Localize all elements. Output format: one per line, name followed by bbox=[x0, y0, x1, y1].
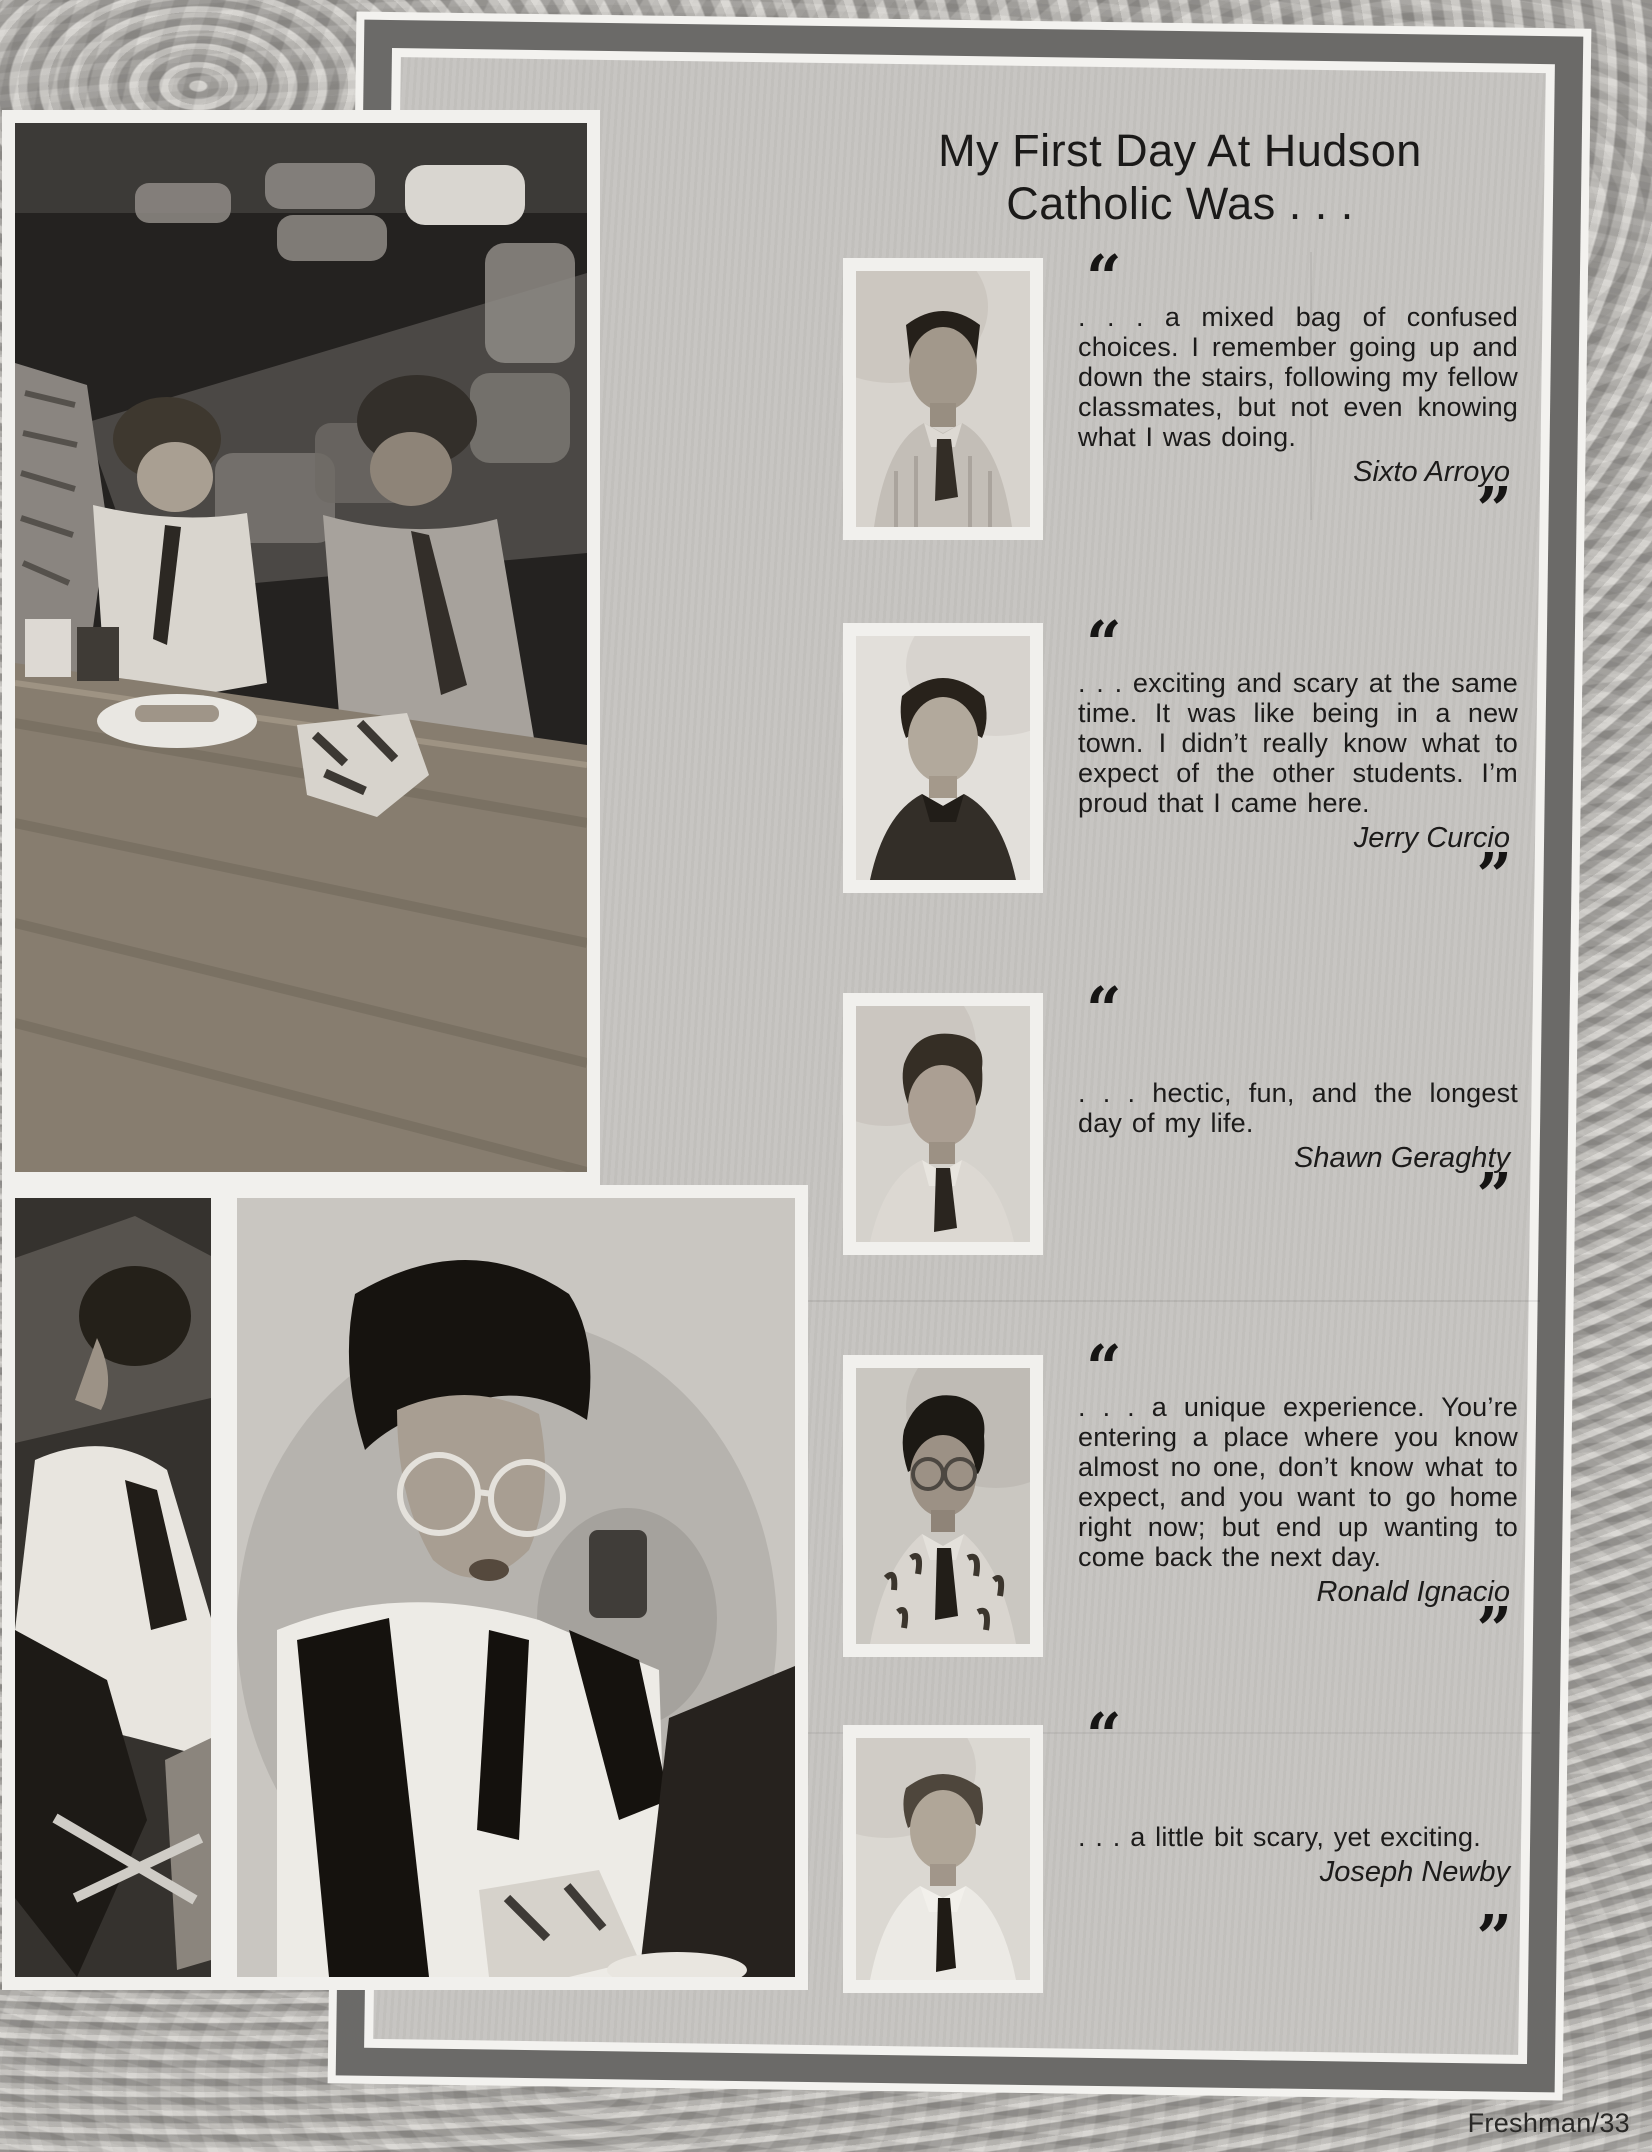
page-title bbox=[850, 124, 1510, 230]
student-closeup-photo-frame bbox=[224, 1185, 808, 1990]
page-title-line1: My First Day At Hudson bbox=[938, 125, 1422, 176]
quote-block-shawn bbox=[1078, 973, 1518, 1232]
crowd-photo-frame bbox=[2, 1185, 224, 1990]
quote-block-jerry bbox=[1078, 607, 1518, 912]
portrait-shawn-geraghty bbox=[843, 993, 1043, 1255]
close-quote-icon: ” bbox=[1476, 1593, 1512, 1666]
quote-block-sixto bbox=[1078, 241, 1518, 546]
quote-text: . . . a unique experience. You’re entering a place where you know almost no one, don’t know what to expect, and you want to go home right now; but end up wanting to come back the next day. bbox=[1078, 1392, 1518, 1572]
quote-block-joseph bbox=[1078, 1699, 1518, 1974]
open-quote-icon: “ bbox=[1086, 1699, 1122, 1772]
portrait-jerry-curcio bbox=[843, 623, 1043, 893]
close-quote-icon: ” bbox=[1476, 1901, 1512, 1974]
student-closeup-photo bbox=[237, 1198, 795, 1977]
quote-attribution: Shawn Geraghty bbox=[1293, 1142, 1510, 1174]
portrait-ronald-ignacio bbox=[843, 1355, 1043, 1657]
quote-attribution: Sixto Arroyo bbox=[1353, 456, 1510, 488]
open-quote-icon: “ bbox=[1086, 1331, 1122, 1404]
portrait-sixto-arroyo bbox=[843, 258, 1043, 540]
close-quote-icon: ” bbox=[1476, 1159, 1512, 1232]
quote-attribution: Jerry Curcio bbox=[1353, 822, 1510, 854]
quote-text: . . . exciting and scary at the same time. It was like being in a new town. I didn’t really know what to expect of the other students. I’m proud that I came here. bbox=[1078, 668, 1518, 818]
page-number: Freshman/33 bbox=[1467, 2108, 1630, 2138]
crowd-photo bbox=[15, 1198, 211, 1977]
cafeteria-photo bbox=[15, 123, 587, 1172]
quote-attribution: Joseph Newby bbox=[1319, 1856, 1510, 1888]
portrait-joseph-newby bbox=[843, 1725, 1043, 1993]
close-quote-icon: ” bbox=[1476, 473, 1512, 546]
portrait-photo bbox=[856, 1738, 1030, 1980]
quote-text: . . . a mixed bag of confused choices. I remember going up and down the stairs, following my fellow classmates, but not even knowing what I was doing. bbox=[1078, 302, 1518, 452]
quote-text: . . . hectic, fun, and the longest day of my life. bbox=[1078, 1078, 1518, 1138]
open-quote-icon: “ bbox=[1086, 607, 1122, 680]
page-title-line2: Catholic Was . . . bbox=[1006, 178, 1354, 229]
cafeteria-photo-frame bbox=[2, 110, 600, 1185]
open-quote-icon: “ bbox=[1086, 973, 1122, 1046]
portrait-photo bbox=[856, 271, 1030, 527]
quote-text: . . . a little bit scary, yet exciting. bbox=[1078, 1822, 1481, 1852]
close-quote-icon: ” bbox=[1476, 839, 1512, 912]
portrait-photo bbox=[856, 1368, 1030, 1644]
open-quote-icon: “ bbox=[1086, 241, 1122, 314]
quote-block-ronald bbox=[1078, 1331, 1518, 1666]
quote-attribution: Ronald Ignacio bbox=[1316, 1576, 1510, 1608]
portrait-photo bbox=[856, 636, 1030, 880]
portrait-photo bbox=[856, 1006, 1030, 1242]
